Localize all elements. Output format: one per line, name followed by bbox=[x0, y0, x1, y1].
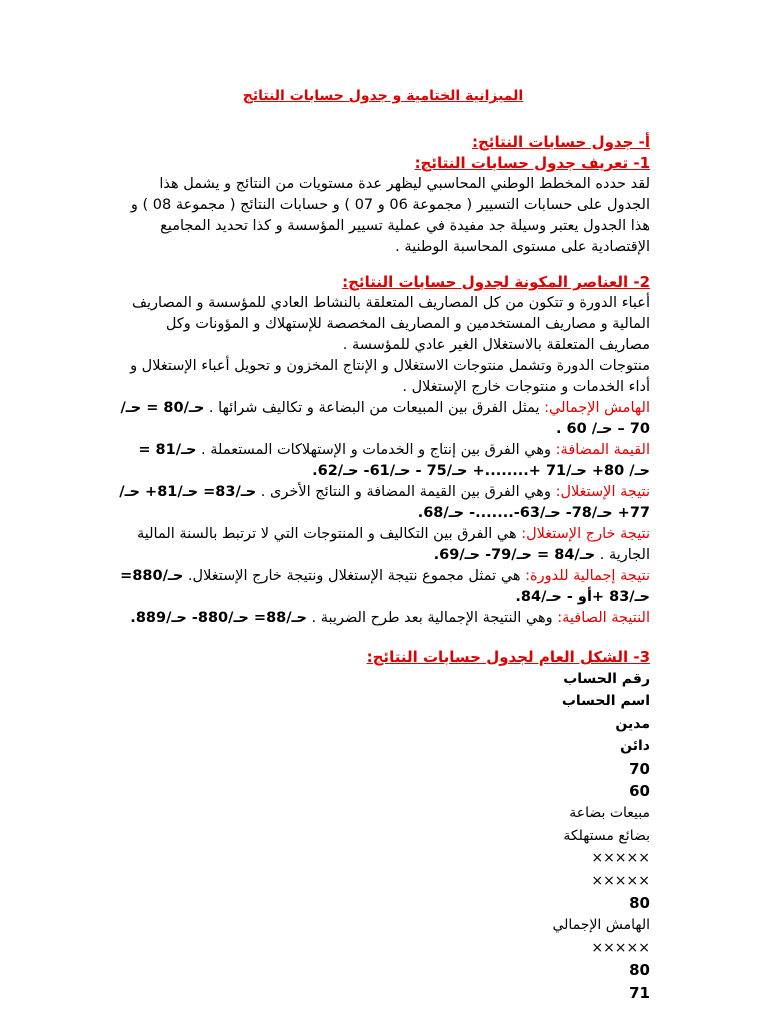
result-term: النتيجة الصافية: bbox=[557, 610, 650, 626]
result-formula: حـ/880= حـ/83 +أو - حـ/84. bbox=[120, 568, 650, 605]
table-layout-line: بضائع مستهلكة bbox=[563, 827, 650, 844]
section-heading: أ- جدول حسابات النتائج: bbox=[472, 133, 650, 151]
table-layout-line: 60 bbox=[629, 782, 650, 801]
result-item bbox=[116, 566, 650, 608]
result-term: نتيجة خارج الإستغلال: bbox=[521, 526, 650, 542]
result-text: وهي الفرق بين القيمة المضافة و النتائج الأخرى . bbox=[256, 484, 556, 500]
result-text: هي تمثل مجموع نتيجة الإستغلال ونتيجة خارج الإستغلال. bbox=[183, 568, 526, 584]
table-layout-line: 80 bbox=[629, 894, 650, 913]
results-table-layout bbox=[116, 668, 650, 1004]
subsection-heading-layout: 3- الشكل العام لجدول حسابات النتائج: bbox=[366, 648, 650, 666]
result-formula: حـ/81 = حـ/ 80+ حـ/71 +........+ حـ/75 - حـ/61- حـ/62. bbox=[138, 442, 650, 479]
table-layout-line: ××××× bbox=[591, 872, 650, 889]
subsection-heading-elements: 2- العناصر المكونة لجدول حسابات النتائج: bbox=[342, 273, 650, 291]
table-layout-line: الهامش الإجمالي bbox=[552, 917, 650, 934]
result-formula: حـ/80 = حـ/ 70 – حـ/ 60 . bbox=[120, 400, 650, 437]
result-item bbox=[116, 482, 650, 524]
result-text: وهي الفرق بين إنتاج و الخدمات و الإستهلاكات المستعملة . bbox=[196, 442, 556, 458]
products-paragraph: منتوجات الدورة وتشمل منتوجات الاستغلال و الإنتاج المخزون و تحويل أعباء الإستغلال و أداء الخدمات و منتوجات خارج الإستغلال . bbox=[130, 358, 650, 395]
result-term: نتيجة إجمالية للدورة: bbox=[525, 568, 650, 584]
table-layout-line: 71 bbox=[629, 983, 650, 1002]
result-text: هي الفرق بين التكاليف و المنتوجات التي لا ترتبط بالسنة المالية الجارية . bbox=[136, 526, 650, 563]
table-layout-line: 80 bbox=[629, 961, 650, 980]
result-item bbox=[116, 398, 650, 440]
table-layout-line: اسم الحساب bbox=[561, 693, 650, 710]
result-formula: حـ/83= حـ/81+ حـ/ 77+ حـ/78- حـ/63-.......- حـ/68. bbox=[119, 484, 650, 521]
result-formula: حـ/84 = حـ/79- حـ/69. bbox=[433, 547, 596, 563]
results-list bbox=[116, 398, 650, 629]
table-layout-line: دائن bbox=[620, 738, 650, 755]
result-item bbox=[116, 608, 650, 629]
table-layout-line: ××××× bbox=[591, 850, 650, 867]
result-term: الهامش الإجمالي: bbox=[544, 400, 650, 416]
result-term: نتيجة الإستغلال: bbox=[555, 484, 650, 500]
result-item bbox=[116, 524, 650, 566]
result-term: القيمة المضافة: bbox=[555, 442, 650, 458]
document-title: الميزانية الختامية و جدول حسابات النتائج bbox=[242, 88, 524, 104]
table-layout-line: مدين bbox=[615, 715, 650, 732]
charges-paragraph: أعباء الدورة و تتكون من كل المصاريف المتعلقة بالنشاط العادي للمؤسسة و المصاريف المالية و مصاريف المستخدمين و المصاريف المخصصة للإستهلاك و المؤونات وكل مصاريف المتعلقة بالاستغلال الغير عادي للمؤسسة . bbox=[132, 295, 650, 353]
result-formula: حـ/88= حـ/880- حـ/889. bbox=[130, 610, 307, 626]
table-layout-line: مبيعات بضاعة bbox=[569, 805, 650, 822]
result-text: وهي النتيجة الإجمالية بعد طرح الضريبة . bbox=[306, 610, 558, 626]
table-layout-line: رقم الحساب bbox=[563, 671, 650, 687]
table-layout-line: ××××× bbox=[591, 939, 650, 956]
definition-paragraph: لقد حدده المخطط الوطني المحاسبي ليظهر عدة مستويات من النتائج و يشمل هذا الجدول على حسابات التسيير ( مجموعة 06 و 07 ) و حسابات النتائج ( مجموعة 08 ) و هذا الجدول يعتبر وسيلة جد مفيدة في عملية تسيير المؤسسة و كذا تحديد المجاميع الإقتصادية على مستوى المحاسبة الوطنية . bbox=[130, 176, 650, 255]
subsection-heading-definition: 1- تعريف جدول حسابات النتائج: bbox=[414, 154, 650, 172]
table-layout-line: 70 bbox=[629, 759, 650, 778]
result-item bbox=[116, 440, 650, 482]
result-text: يمثل الفرق بين المبيعات من البضاعة و تكاليف شرائها . bbox=[204, 400, 545, 416]
